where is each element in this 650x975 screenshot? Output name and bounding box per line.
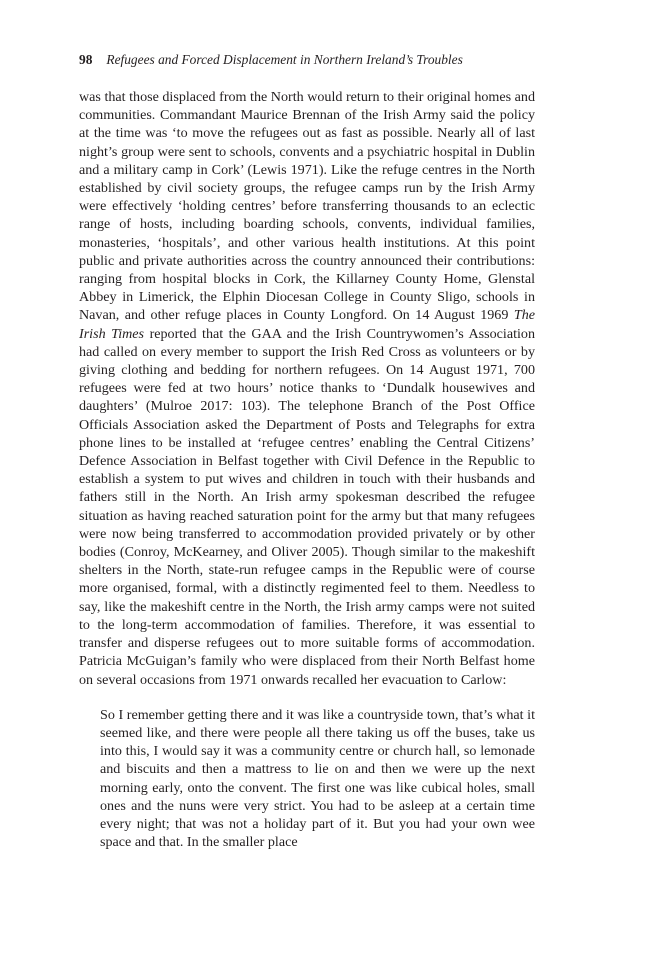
- running-head: [79, 50, 535, 70]
- body-paragraph: [79, 88, 535, 689]
- newspaper-title: The Irish Times: [79, 307, 535, 342]
- paragraph-text-part1: was that those displaced from the North would return to their original homes and communities. Commandant Maurice Brennan of the Irish Army said the policy at the time was ‘to move the refugees out as fast as possible. Nearly all of last night’s group were sent to schools, convents and a psychiatric hospital in Dublin and a military camp in Cork’ (Lewis 1971). Like the refuge centres in the North established by civil society groups, the refugee camps run by the Irish Army were effectively ‘holding centres’ before transferring thousands to an eclectic range of hosts, including boarding schools, convents, individual families, monasteries, ‘hospitals’, and other various health institutions. At this point public and private authorities across the country announced their contributions: ranging from hospital blocks in Cork, the Killarney County Home, Glenstal Abbey in Limerick, the Elphin Diocesan College in County Sligo, schools in Navan, and other refuge places in County Longford. On 14 August 1969: [79, 89, 535, 324]
- running-title: Refugees and Forced Displacement in Northern Ireland’s Troubles: [106, 52, 463, 67]
- book-page: [79, 50, 535, 851]
- page-number: 98: [79, 52, 93, 67]
- block-quote: So I remember getting there and it was like a countryside town, that’s what it seemed like, and there were people all there taking us off the buses, take us into this, I would say it was a community centre or church hall, so lemonade and biscuits and then a mattress to lie on and then we were up the next morning early, onto the convent. The first one was like cubical holes, small ones and the nuns were very strict. You had to be asleep at a certain time every night; that was not a holiday part of it. But you had your own wee space and that. In the smaller place: [100, 706, 535, 851]
- paragraph-text-part2: reported that the GAA and the Irish Countrywomen’s Association had called on every member to support the Irish Red Cross as volunteers or by giving clothing and bedding for northern refugees. On 14 August 1971, 700 refugees were fed at two hours’ notice thanks to ‘Dundalk housewives and daughters’ (Mulroe 2017: 103). The telephone Branch of the Post Office Officials Association asked the Department of Posts and Telegraphs for extra phone lines to be installed at ‘refugee centres’ enabling the Central Citizens’ Defence Association in Belfast together with Civil Defence in the Republic to establish a system to put wives and children in touch with their husbands and fathers still in the North. An Irish army spokesman described the refugee situation as having reached saturation point for the army but that many refugees were now being transferred to accommodation provided privately or by other bodies (Conroy, McKearney, and Oliver 2005). Though similar to the makeshift shelters in the North, state-run refugee camps in the Republic were of course more organised, formal, with a distinctly regimented feel to them. Needless to say, like the makeshift centre in the North, the Irish army camps were not suited to the long-term accommodation of families. Therefore, it was essential to transfer and disperse refugees out to more suitable forms of accommodation. Patricia McGuigan’s family who were displaced from their North Belfast home on several occasions from 1971 onwards recalled her evacuation to Carlow:: [79, 325, 535, 688]
